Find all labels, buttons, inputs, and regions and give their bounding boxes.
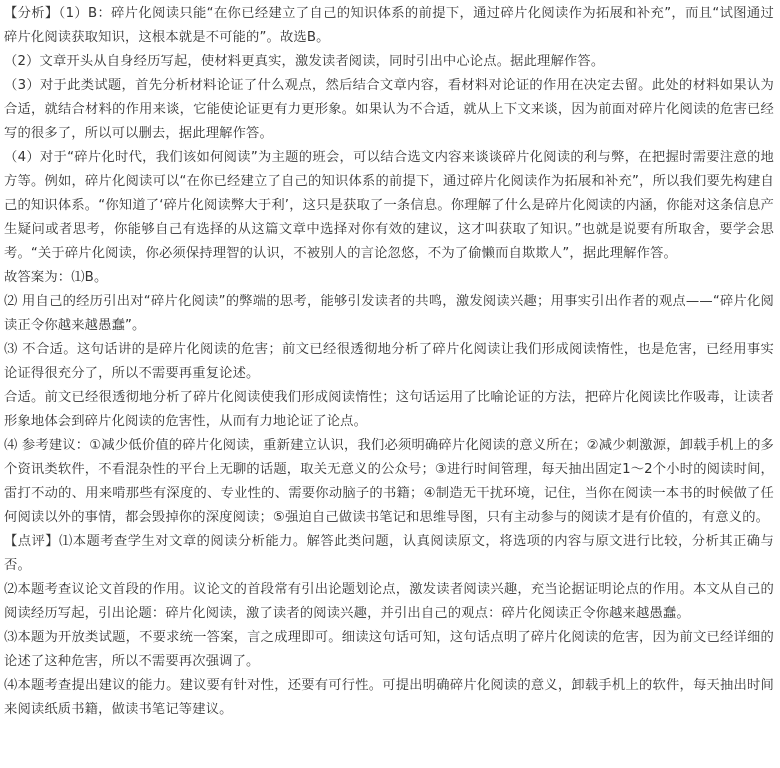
analysis-part-4: （4）对于“碎片化时代，我们该如何阅读”为主题的班会，可以结合选文内容来谈谈碎片化阅读的利与弊，在把握时需要注意的地方等。例如，碎片化阅读可以“在你已经建立了自己的知识体系的前提下，通过碎片化阅读作为拓展和补充”，所以我们要先构建自己的知识体系。“你知道了‘碎片化阅读弊大于利’，这只是获取了一条信息。你理解了什么是碎片化阅读的内涵，你能对这条信息产生疑问或者思考，你能够自己有选择的从这篇文章中选择对你有效的建议，这才叫获取了知识。”也就是说要有所取舍，要学会思考。“关于碎片化阅读，你必须保持理智的认识，不被别人的言论忽悠，不为了偷懒而自欺欺人”，据此理解作答。 bbox=[4, 150, 774, 261]
comment-part-3: ⑶本题为开放类试题，不要求统一答案，言之成理即可。细读这句话可知，这句话点明了碎片化阅读的危害，因为前文已经详细的论述了这种危害，所以不需要再次强调了。 bbox=[4, 630, 774, 669]
comment-part-1: 【点评】⑴本题考查学生对文章的阅读分析能力。解答此类问题，认真阅读原文，将选项的内容与原文进行比较，分析其正确与否。 bbox=[4, 534, 774, 573]
answer-part-2: ⑵ 用自己的经历引出对“碎片化阅读”的弊端的思考，能够引发读者的共鸣，激发阅读兴趣；用事实引出作者的观点——“碎片化阅读正令你越来越愚蠢”。 bbox=[4, 294, 774, 333]
analysis-part-3: （3）对于此类试题，首先分析材料论证了什么观点，然后结合文章内容，看材料对论证的作用在决定去留。此处的材料如果认为合适，就结合材料的作用来谈，它能使论证更有力更形象。如果认为不合适，就从上下文来谈，因为前面对碎片化阅读的危害已经写的很多了，所以可以删去，据此理解作答。 bbox=[4, 78, 774, 141]
analysis-part-2: （2）文章开头从自身经历写起，使材料更真实，激发读者阅读，同时引出中心论点。据此理解作答。 bbox=[4, 54, 605, 69]
comment-part-4: ⑷本题考查提出建议的能力。建议要有针对性，还要有可行性。可提出明确碎片化阅读的意义，卸载手机上的软件，每天抽出时间来阅读纸质书籍，做读书笔记等建议。 bbox=[4, 678, 774, 717]
comment-part-2: ⑵本题考查议论文首段的作用。议论文的首段常有引出论题划论点，激发读者阅读兴趣，充当论据证明论点的作用。本文从自己的阅读经历写起，引出论题：碎片化阅读，激了读者的阅读兴趣，并引出自己的观点：碎片化阅读正令你越来越愚蠢。 bbox=[4, 582, 774, 621]
answer-line: 故答案为：⑴B。 bbox=[4, 270, 108, 285]
answer-part-3-not-suitable: ⑶ 不合适。这句话讲的是碎片化阅读的危害；前文已经很透彻地分析了碎片化阅读让我们形成阅读惰性，也是危害，已经用事实论证得很充分了，所以不需要再重复论述。 bbox=[4, 342, 774, 381]
answer-part-4-suggestions: ⑷ 参考建议：①减少低价值的碎片化阅读，重新建立认识，我们必须明确碎片化阅读的意义所在；②减少刺激源，卸载手机上的多个资讯类软件，不看混杂性的平台上无聊的话题，取关无意义的公众号；③进行时间管理，每天抽出固定1～2个小时的阅读时间，雷打不动的、用来啃那些有深度的、专业性的、需要你动脑子的书籍；④制造无干扰环境，记住，当你在阅读一本书的时候做了任何阅读以外的事情，都会毁掉你的深度阅读；⑤强迫自己做读书笔记和思维导图，只有主动参与的阅读才是有价值的，有意义的。 bbox=[4, 438, 774, 525]
answer-part-3-suitable: 合适。前文已经很透彻地分析了碎片化阅读使我们形成阅读惰性；这句话运用了比喻论证的方法，把碎片化阅读比作吸毒，让读者形象地体会到碎片化阅读的危害性，从而有力地论证了论点。 bbox=[4, 390, 774, 429]
analysis-part-1: 【分析】（1）B：碎片化阅读只能“在你已经建立了自己的知识体系的前提下，通过碎片化阅读作为拓展和补充”，而且“试图通过碎片化阅读获取知识，这根本就是不可能的”。故选B。 bbox=[4, 6, 774, 45]
